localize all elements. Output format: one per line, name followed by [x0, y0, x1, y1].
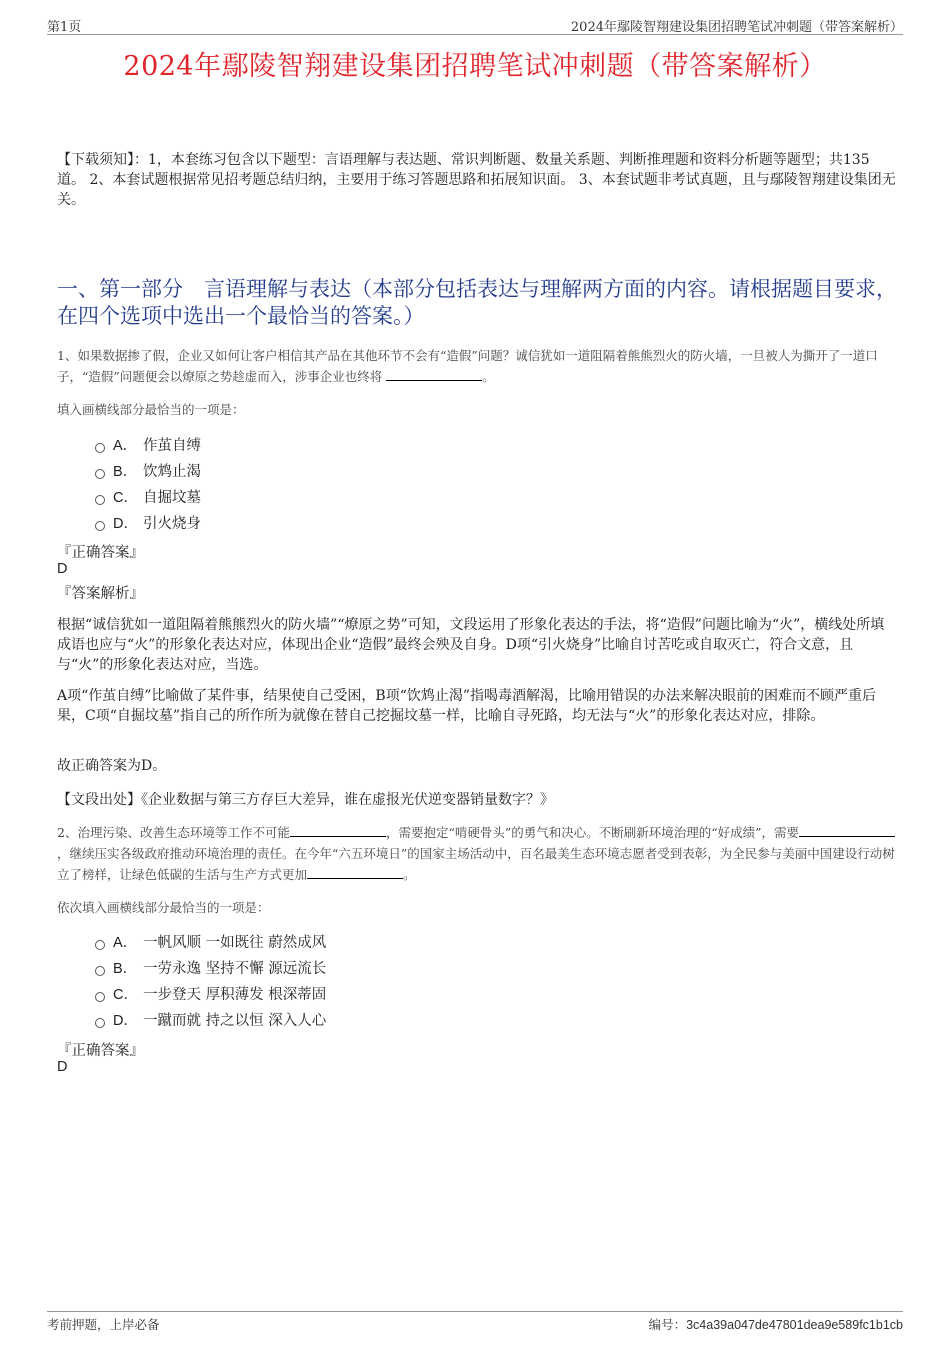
option-c[interactable]: C． 自掘坟墓 — [95, 485, 201, 511]
option-d[interactable]: D． 引火烧身 — [95, 511, 201, 537]
radio-icon[interactable] — [95, 992, 105, 1002]
question-2-instruction: 依次填入画横线部分最恰当的一项是： — [57, 900, 270, 915]
analysis-conclusion: 故正确答案为D。 — [57, 758, 167, 774]
option-d[interactable]: D． 一蹴而就 持之以恒 深入人心 — [95, 1008, 326, 1034]
passage-source: 【文段出处】《企业数据与第三方存巨大差异，谁在虚报光伏逆变器销量数字？》 — [57, 792, 554, 808]
answer-blank — [290, 824, 386, 837]
answer-blank — [386, 368, 482, 381]
download-notice: 【下载须知】：1，本套练习包含以下题型：言语理解与表达题、常识判断题、数量关系题、判断推理题和资料分析题等题型；共135道。 2、本套试题根据常见招考题总结归纳，主要用于练习答题思路和拓展知识面。 3、本套试题非考试真题，且与鄢陵智翔建设集团无关。 — [57, 152, 896, 208]
header-doc-title: 2024年鄢陵智翔建设集团招聘笔试冲刺题（带答案解析） — [570, 20, 903, 35]
document-title: 2024年鄢陵智翔建设集团招聘笔试冲刺题（带答案解析） — [123, 51, 827, 82]
question-1-instruction: 填入画横线部分最恰当的一项是： — [57, 402, 245, 417]
analysis-paragraph-2: A项“作茧自缚”比喻做了某件事，结果使自己受困，B项“饮鸩止渴”指喝毒酒解渴，比喻用错误的办法来解决眼前的困难而不顾严重后果，C项“自掘坟墓”指自己的所作所为就像在替自己挖掘坟墓一样，比喻自寻死路，均无法与“火”的形象化表达对应，排除。 — [57, 688, 877, 724]
answer-blank — [799, 824, 895, 837]
page-footer — [47, 1311, 903, 1332]
option-c[interactable]: C． 一步登天 厚积薄发 根深蒂固 — [95, 982, 326, 1008]
correct-answer: D — [57, 1059, 68, 1075]
question-2-stem: 2、治理污染、改善生态环境等工作不可能 ，需要抱定“啃硬骨头”的勇气和决心。不断刷新环境治理的“好成绩”，需要，继续压实各级政府推动环境治理的责任。在今年“六五环境日”的国家主场活动中，百名最美生态环境志愿者受到表彰，为全民参与美丽中国建设行动树立了榜样，让绿色低碳的生活与生产方式更加 。 — [57, 825, 895, 882]
radio-icon[interactable] — [95, 940, 105, 950]
answer-label: 『正确答案』 — [57, 1043, 144, 1059]
page-number: 第1页 — [47, 20, 82, 35]
question-1-stem: 1、如果数据掺了假，企业又如何让客户相信其产品在其他环节不会有“造假”问题？诚信犹如一道阻隔着熊熊烈火的防火墙，一旦被人为撕开了一道口子，“造假”问题便会以燎原之势趁虚而入，涉事企业也终将 。 — [57, 348, 878, 384]
correct-answer: D — [57, 561, 68, 577]
answer-label: 『正确答案』 — [57, 545, 144, 561]
answer-blank — [307, 866, 403, 879]
radio-icon[interactable] — [95, 521, 105, 531]
radio-icon[interactable] — [95, 495, 105, 505]
option-b[interactable]: B． 一劳永逸 坚持不懈 源远流长 — [95, 956, 326, 982]
question-1-options — [95, 433, 201, 537]
analysis-label: 『答案解析』 — [57, 586, 144, 602]
question-2-options — [95, 930, 326, 1034]
section-title: 一、第一部分 言语理解与表达（本部分包括表达与理解两方面的内容。请根据题目要求，在四个选项中选出一个最恰当的答案。） — [57, 277, 897, 328]
option-a[interactable]: A． 一帆风顺 一如既往 蔚然成风 — [95, 930, 326, 956]
option-b[interactable]: B． 饮鸩止渴 — [95, 459, 201, 485]
option-a[interactable]: A． 作茧自缚 — [95, 433, 201, 459]
page-header — [47, 14, 903, 35]
document-id: 编号：3c4a39a047de47801dea9e589fc1b1cb — [648, 1318, 903, 1332]
radio-icon[interactable] — [95, 966, 105, 976]
analysis-paragraph-1: 根据“诚信犹如一道阻隔着熊熊烈火的防火墙”“燎原之势”可知，文段运用了形象化表达的手法，将“造假”问题比喻为“火”，横线处所填成语也应与“火”的形象化表达对应，体现出企业“造假”最终会殃及自身。D项“引火烧身”比喻自讨苦吃或自取灭亡，符合文意，且与“火”的形象化表达对应，当选。 — [57, 617, 885, 673]
radio-icon[interactable] — [95, 443, 105, 453]
radio-icon[interactable] — [95, 469, 105, 479]
radio-icon[interactable] — [95, 1018, 105, 1028]
footer-slogan: 考前押题，上岸必备 — [47, 1317, 160, 1332]
